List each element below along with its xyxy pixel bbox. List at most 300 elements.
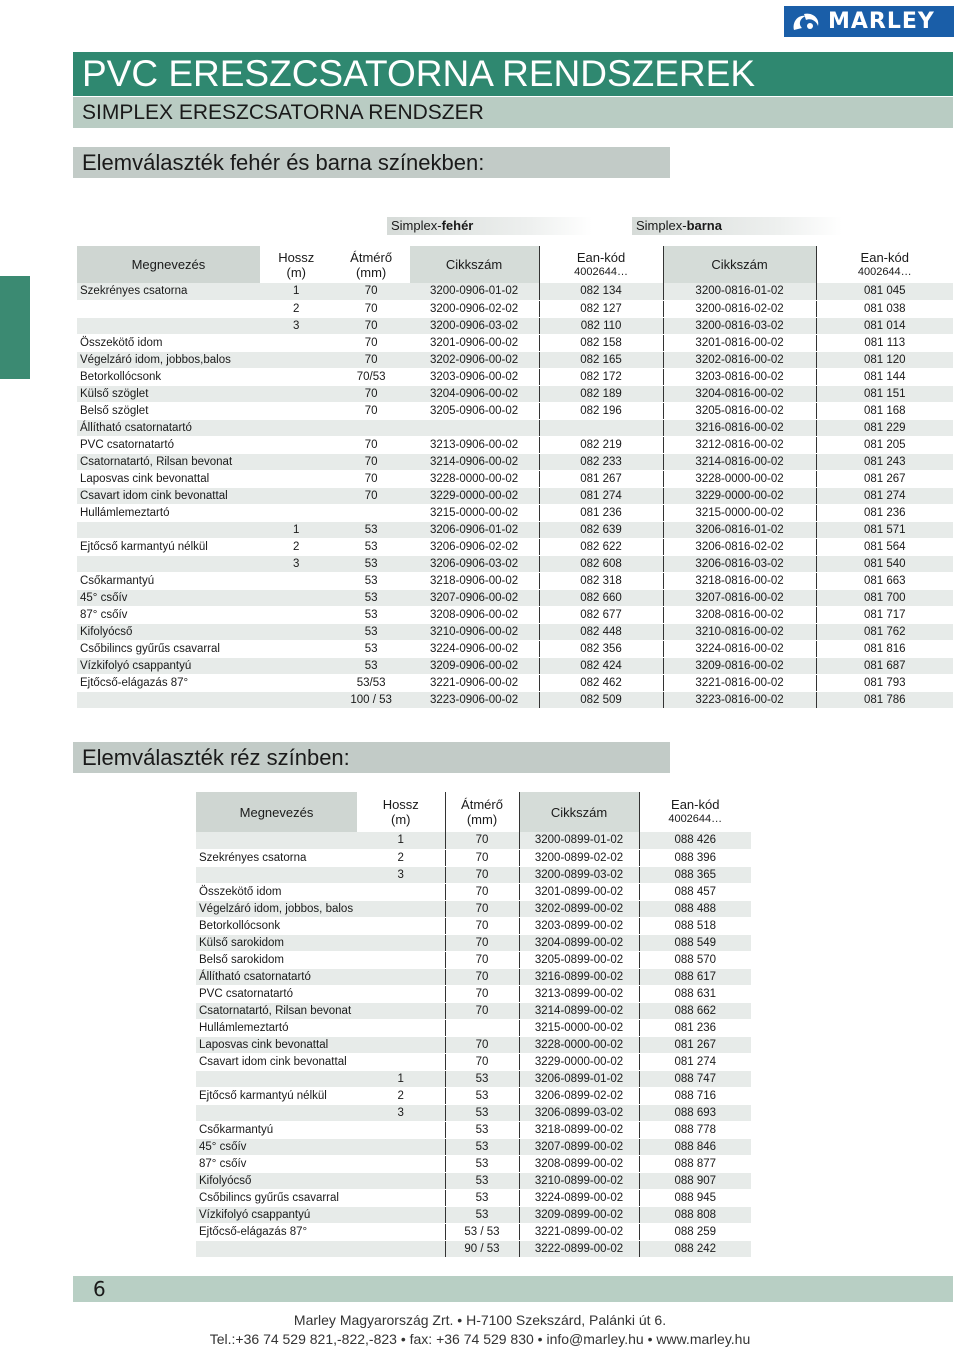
ean-copper: 088 846 xyxy=(639,1138,751,1155)
code-brown: 3212-0816-00-02 xyxy=(663,436,816,453)
table-row xyxy=(77,538,953,555)
length-value: 3 xyxy=(357,1104,445,1121)
code-copper: 3224-0899-00-02 xyxy=(519,1189,639,1206)
length-value xyxy=(357,1240,445,1257)
length-value: 3 xyxy=(260,555,333,572)
code-white: 3204-0906-00-02 xyxy=(410,385,539,402)
diameter-value: 70 xyxy=(333,487,410,504)
table-row xyxy=(196,1172,751,1189)
code-brown: 3218-0816-00-02 xyxy=(663,572,816,589)
diameter-value: 70 xyxy=(445,951,519,968)
length-value xyxy=(357,1206,445,1223)
product-name: Állítható csatornatartó xyxy=(196,968,357,985)
section-heading-copper: Elemválaszték réz színben: xyxy=(73,742,670,773)
code-copper: 3204-0899-00-02 xyxy=(519,934,639,951)
code-white: 3200-0906-03-02 xyxy=(410,317,539,334)
diameter-value: 53/53 xyxy=(333,674,410,691)
ean-white: 081 267 xyxy=(539,470,663,487)
diameter-value: 53 xyxy=(333,572,410,589)
ean-copper: 088 617 xyxy=(639,968,751,985)
table-row xyxy=(77,640,953,657)
length-value: 2 xyxy=(260,538,333,555)
code-brown: 3205-0816-00-02 xyxy=(663,402,816,419)
code-white: 3206-0906-03-02 xyxy=(410,555,539,572)
product-name: Vízkifolyó csappantyú xyxy=(196,1206,357,1223)
product-name: Állítható csatornatartó xyxy=(77,419,260,436)
code-brown: 3204-0816-00-02 xyxy=(663,385,816,402)
table-row xyxy=(77,453,953,470)
table-row xyxy=(196,968,751,985)
code-copper: 3228-0000-00-02 xyxy=(519,1036,639,1053)
product-name: Csatornatartó, Rilsan bevonat xyxy=(196,1002,357,1019)
ean-brown: 081 540 xyxy=(816,555,953,572)
product-name: Csavart idom cink bevonattal xyxy=(196,1053,357,1070)
length-value xyxy=(260,402,333,419)
ean-brown: 081 274 xyxy=(816,487,953,504)
length-value xyxy=(357,1155,445,1172)
code-brown: 3229-0000-00-02 xyxy=(663,487,816,504)
diameter-value: 53 xyxy=(333,657,410,674)
ean-copper: 088 662 xyxy=(639,1002,751,1019)
code-brown: 3206-0816-01-02 xyxy=(663,521,816,538)
product-name: Összekötő idom xyxy=(77,334,260,351)
product-name: Csatornatartó, Rilsan bevonat xyxy=(77,453,260,470)
code-white: 3207-0906-00-02 xyxy=(410,589,539,606)
table-row xyxy=(196,849,751,866)
diameter-value: 53 / 53 xyxy=(445,1223,519,1240)
code-copper: 3201-0899-00-02 xyxy=(519,883,639,900)
col-header-code-brown: Cikkszám xyxy=(663,246,816,283)
length-value xyxy=(260,453,333,470)
product-name: Belső sarokidom xyxy=(196,951,357,968)
code-white: 3213-0906-00-02 xyxy=(410,436,539,453)
marley-swirl-icon xyxy=(790,10,824,34)
product-name: Betorkollócsonk xyxy=(77,368,260,385)
ean-white: 082 509 xyxy=(539,691,663,708)
table-row xyxy=(196,1189,751,1206)
code-brown: 3215-0000-00-02 xyxy=(663,504,816,521)
product-name: Végelzáró idom, jobbos, balos xyxy=(196,900,357,917)
ean-white: 082 660 xyxy=(539,589,663,606)
ean-copper: 088 716 xyxy=(639,1087,751,1104)
code-white: 3203-0906-00-02 xyxy=(410,368,539,385)
code-copper: 3200-0899-01-02 xyxy=(519,832,639,849)
ean-copper: 088 631 xyxy=(639,985,751,1002)
diameter-value: 70 xyxy=(445,1036,519,1053)
table-row xyxy=(196,1070,751,1087)
ean-copper: 088 693 xyxy=(639,1104,751,1121)
code-brown: 3228-0000-00-02 xyxy=(663,470,816,487)
table-row xyxy=(196,866,751,883)
code-white: 3208-0906-00-02 xyxy=(410,606,539,623)
product-name xyxy=(196,832,357,849)
length-value xyxy=(357,985,445,1002)
code-brown: 3210-0816-00-02 xyxy=(663,623,816,640)
length-value xyxy=(260,504,333,521)
table-row xyxy=(196,951,751,968)
length-value xyxy=(260,385,333,402)
code-copper: 3202-0899-00-02 xyxy=(519,900,639,917)
ean-brown: 081 700 xyxy=(816,589,953,606)
table-row xyxy=(196,1087,751,1104)
diameter-value: 53 xyxy=(333,538,410,555)
product-name: Hullámlemeztartó xyxy=(77,504,260,521)
length-value xyxy=(260,470,333,487)
page-subtitle: SIMPLEX ERESZCSATORNA RENDSZER xyxy=(73,97,953,128)
diameter-value: 70 xyxy=(445,883,519,900)
col-header-length: Hossz (m) xyxy=(260,246,333,283)
product-name: PVC csatornatartó xyxy=(196,985,357,1002)
diameter-value xyxy=(333,419,410,436)
code-copper: 3207-0899-00-02 xyxy=(519,1138,639,1155)
code-white: 3214-0906-00-02 xyxy=(410,453,539,470)
col-header-name: Megnevezés xyxy=(196,792,357,832)
code-white: 3200-0906-01-02 xyxy=(410,283,539,300)
diameter-value: 70 xyxy=(445,934,519,951)
ean-brown: 081 144 xyxy=(816,368,953,385)
length-value: 2 xyxy=(260,300,333,317)
length-value xyxy=(357,968,445,985)
length-value xyxy=(357,1053,445,1070)
ean-white: 082 462 xyxy=(539,674,663,691)
table-row xyxy=(77,436,953,453)
table-row xyxy=(196,883,751,900)
diameter-value: 100 / 53 xyxy=(333,691,410,708)
ean-brown: 081 205 xyxy=(816,436,953,453)
diameter-value xyxy=(445,1019,519,1036)
product-name: PVC csatornatartó xyxy=(77,436,260,453)
product-name: Külső sarokidom xyxy=(196,934,357,951)
ean-white: 082 608 xyxy=(539,555,663,572)
ean-brown: 081 786 xyxy=(816,691,953,708)
product-name: Ejtőcső-elágazás 87° xyxy=(196,1223,357,1240)
product-name xyxy=(77,691,260,708)
ean-white: 081 236 xyxy=(539,504,663,521)
diameter-value: 53 xyxy=(445,1121,519,1138)
table-row xyxy=(77,606,953,623)
code-copper: 3216-0899-00-02 xyxy=(519,968,639,985)
length-value xyxy=(357,883,445,900)
product-name: Végelzáró idom, jobbos,balos xyxy=(77,351,260,368)
code-brown: 3208-0816-00-02 xyxy=(663,606,816,623)
code-brown: 3224-0816-00-02 xyxy=(663,640,816,657)
length-value xyxy=(357,1223,445,1240)
code-white: 3205-0906-00-02 xyxy=(410,402,539,419)
ean-white: 082 196 xyxy=(539,402,663,419)
diameter-value: 70/53 xyxy=(333,368,410,385)
product-name: Vízkifolyó csappantyú xyxy=(77,657,260,674)
diameter-value: 90 / 53 xyxy=(445,1240,519,1257)
ean-copper: 088 945 xyxy=(639,1189,751,1206)
code-brown: 3203-0816-00-02 xyxy=(663,368,816,385)
code-white: 3209-0906-00-02 xyxy=(410,657,539,674)
product-name: Kifolyócső xyxy=(196,1172,357,1189)
code-brown: 3200-0816-02-02 xyxy=(663,300,816,317)
product-name: Ejtőcső karmantyú nélkül xyxy=(77,538,260,555)
table-row xyxy=(77,368,953,385)
code-white: 3201-0906-00-02 xyxy=(410,334,539,351)
col-header-name: Megnevezés xyxy=(77,246,260,283)
ean-white: 082 219 xyxy=(539,436,663,453)
col-header-code: Cikkszám xyxy=(519,792,639,832)
page-number-band xyxy=(73,1276,953,1302)
ean-brown: 081 762 xyxy=(816,623,953,640)
table-row xyxy=(77,351,953,368)
col-header-ean-white: Ean-kód 4002644… xyxy=(539,246,663,283)
diameter-value: 70 xyxy=(445,900,519,917)
length-value: 1 xyxy=(260,521,333,538)
table-row xyxy=(196,934,751,951)
ean-copper: 088 365 xyxy=(639,866,751,883)
product-name: 87° csőív xyxy=(77,606,260,623)
diameter-value: 53 xyxy=(445,1172,519,1189)
diameter-value: 70 xyxy=(333,351,410,368)
ean-copper: 081 267 xyxy=(639,1036,751,1053)
ean-white: 082 622 xyxy=(539,538,663,555)
col-header-diameter: Átmérő (mm) xyxy=(333,246,410,283)
table-row xyxy=(77,623,953,640)
length-value xyxy=(260,334,333,351)
diameter-value: 53 xyxy=(445,1155,519,1172)
ean-brown: 081 113 xyxy=(816,334,953,351)
ean-white: 082 172 xyxy=(539,368,663,385)
code-white: 3223-0906-00-02 xyxy=(410,691,539,708)
table-row xyxy=(196,1104,751,1121)
product-name: Ejtőcső karmantyú nélkül xyxy=(196,1087,357,1104)
table-row xyxy=(196,1053,751,1070)
diameter-value: 70 xyxy=(445,917,519,934)
ean-copper: 088 259 xyxy=(639,1223,751,1240)
code-copper: 3214-0899-00-02 xyxy=(519,1002,639,1019)
diameter-value: 53 xyxy=(445,1189,519,1206)
ean-copper: 088 808 xyxy=(639,1206,751,1223)
length-value: 2 xyxy=(357,849,445,866)
product-name: Csőbilincs gyűrűs csavarral xyxy=(77,640,260,657)
product-name xyxy=(196,1104,357,1121)
code-brown: 3207-0816-00-02 xyxy=(663,589,816,606)
page-title: PVC ERESZCSATORNA RENDSZEREK xyxy=(73,52,953,96)
ean-white: 082 233 xyxy=(539,453,663,470)
page-number: 6 xyxy=(93,1277,106,1301)
table-row xyxy=(196,1002,751,1019)
length-value xyxy=(357,934,445,951)
product-name: Betorkollócsonk xyxy=(196,917,357,934)
product-name xyxy=(77,521,260,538)
code-copper: 3206-0899-03-02 xyxy=(519,1104,639,1121)
footer-contact: Tel.:+36 74 529 821,-822,-823 • fax: +36 74 529 830 • info@marley.hu • www.marley.hu xyxy=(209,1331,751,1347)
code-white: 3218-0906-00-02 xyxy=(410,572,539,589)
product-name: Összekötő idom xyxy=(196,883,357,900)
code-white xyxy=(410,419,539,436)
footer-address: Marley Magyarország Zrt. • H-7100 Szekszárd, Palánki út 6. xyxy=(293,1312,667,1328)
code-white: 3200-0906-02-02 xyxy=(410,300,539,317)
diameter-value: 70 xyxy=(333,300,410,317)
code-white: 3202-0906-00-02 xyxy=(410,351,539,368)
length-value xyxy=(260,640,333,657)
table-row xyxy=(77,470,953,487)
length-value: 3 xyxy=(260,317,333,334)
table-row xyxy=(196,985,751,1002)
table-row xyxy=(77,402,953,419)
ean-copper: 088 570 xyxy=(639,951,751,968)
ean-copper: 088 907 xyxy=(639,1172,751,1189)
ean-copper: 088 549 xyxy=(639,934,751,951)
code-white: 3224-0906-00-02 xyxy=(410,640,539,657)
ean-white: 082 110 xyxy=(539,317,663,334)
table-row xyxy=(77,504,953,521)
length-value xyxy=(260,572,333,589)
diameter-value: 70 xyxy=(445,985,519,1002)
product-name xyxy=(77,300,260,317)
code-white: 3229-0000-00-02 xyxy=(410,487,539,504)
length-value: 1 xyxy=(357,1070,445,1087)
length-value xyxy=(357,917,445,934)
ean-white: 082 134 xyxy=(539,283,663,300)
length-value xyxy=(260,623,333,640)
col-header-length: Hossz (m) xyxy=(357,792,445,832)
code-brown: 3216-0816-00-02 xyxy=(663,419,816,436)
table-row xyxy=(196,1206,751,1223)
diameter-value xyxy=(333,504,410,521)
ean-copper: 088 778 xyxy=(639,1121,751,1138)
table-row xyxy=(77,283,953,300)
product-table-copper xyxy=(196,792,751,1258)
product-name: 45° csőív xyxy=(196,1138,357,1155)
table-row xyxy=(196,917,751,934)
code-white: 3206-0906-01-02 xyxy=(410,521,539,538)
product-table-white-brown xyxy=(77,246,953,709)
section-heading-white-brown: Elemválaszték fehér és barna színekben: xyxy=(73,147,670,178)
table-row xyxy=(77,385,953,402)
group-label-white: Simplex-fehér xyxy=(387,217,592,235)
diameter-value: 53 xyxy=(333,640,410,657)
ean-brown: 081 229 xyxy=(816,419,953,436)
length-value xyxy=(357,1189,445,1206)
table-row xyxy=(77,317,953,334)
ean-copper: 081 274 xyxy=(639,1053,751,1070)
ean-white: 082 639 xyxy=(539,521,663,538)
table-row xyxy=(77,334,953,351)
table-row xyxy=(77,572,953,589)
ean-brown: 081 717 xyxy=(816,606,953,623)
diameter-value: 70 xyxy=(445,968,519,985)
product-name: Kifolyócső xyxy=(77,623,260,640)
diameter-value: 53 xyxy=(333,521,410,538)
ean-white: 082 165 xyxy=(539,351,663,368)
code-white: 3221-0906-00-02 xyxy=(410,674,539,691)
ean-brown: 081 038 xyxy=(816,300,953,317)
ean-brown: 081 571 xyxy=(816,521,953,538)
code-brown: 3201-0816-00-02 xyxy=(663,334,816,351)
length-value xyxy=(260,351,333,368)
product-name: 45° csőív xyxy=(77,589,260,606)
code-copper: 3206-0899-02-02 xyxy=(519,1087,639,1104)
code-brown: 3214-0816-00-02 xyxy=(663,453,816,470)
table-header-row xyxy=(77,246,953,283)
product-name: Szekrényes csatorna xyxy=(77,283,260,300)
table-row xyxy=(77,521,953,538)
length-value: 2 xyxy=(357,1087,445,1104)
group-label-brown: Simplex-barna xyxy=(632,217,842,235)
table-row xyxy=(77,691,953,708)
length-value xyxy=(357,951,445,968)
diameter-value: 53 xyxy=(445,1206,519,1223)
length-value xyxy=(357,1036,445,1053)
length-value xyxy=(260,368,333,385)
length-value xyxy=(260,436,333,453)
table-row xyxy=(77,487,953,504)
ean-white: 082 318 xyxy=(539,572,663,589)
col-header-ean-brown: Ean-kód 4002644… xyxy=(816,246,953,283)
ean-brown: 081 564 xyxy=(816,538,953,555)
diameter-value: 70 xyxy=(333,470,410,487)
table-row xyxy=(77,300,953,317)
ean-brown: 081 151 xyxy=(816,385,953,402)
product-name: Laposvas cink bevonattal xyxy=(196,1036,357,1053)
code-copper: 3200-0899-03-02 xyxy=(519,866,639,883)
diameter-value: 53 xyxy=(445,1104,519,1121)
table-row xyxy=(196,1240,751,1257)
brand-name: MARLEY xyxy=(828,9,935,34)
length-value xyxy=(260,419,333,436)
code-copper: 3215-0000-00-02 xyxy=(519,1019,639,1036)
table-row xyxy=(196,1121,751,1138)
ean-copper: 088 877 xyxy=(639,1155,751,1172)
diameter-value: 70 xyxy=(333,385,410,402)
code-brown: 3202-0816-00-02 xyxy=(663,351,816,368)
ean-copper: 088 518 xyxy=(639,917,751,934)
ean-copper: 088 747 xyxy=(639,1070,751,1087)
product-name: Laposvas cink bevonattal xyxy=(77,470,260,487)
ean-brown: 081 267 xyxy=(816,470,953,487)
code-brown: 3209-0816-00-02 xyxy=(663,657,816,674)
ean-copper: 088 457 xyxy=(639,883,751,900)
length-value xyxy=(357,900,445,917)
diameter-value: 53 xyxy=(445,1070,519,1087)
ean-brown: 081 687 xyxy=(816,657,953,674)
product-name: 87° csőív xyxy=(196,1155,357,1172)
length-value xyxy=(357,1138,445,1155)
diameter-value: 70 xyxy=(445,1053,519,1070)
product-name: Csavart idom cink bevonattal xyxy=(77,487,260,504)
diameter-value: 53 xyxy=(333,555,410,572)
code-copper: 3209-0899-00-02 xyxy=(519,1206,639,1223)
product-name: Belső szöglet xyxy=(77,402,260,419)
table-row xyxy=(196,1223,751,1240)
ean-copper: 088 426 xyxy=(639,832,751,849)
ean-brown: 081 243 xyxy=(816,453,953,470)
length-value xyxy=(260,606,333,623)
code-copper: 3222-0899-00-02 xyxy=(519,1240,639,1257)
ean-brown: 081 014 xyxy=(816,317,953,334)
ean-brown: 081 120 xyxy=(816,351,953,368)
length-value: 3 xyxy=(357,866,445,883)
length-value xyxy=(260,487,333,504)
diameter-value: 53 xyxy=(445,1087,519,1104)
length-value: 1 xyxy=(260,283,333,300)
code-copper: 3203-0899-00-02 xyxy=(519,917,639,934)
code-brown: 3206-0816-03-02 xyxy=(663,555,816,572)
code-brown: 3206-0816-02-02 xyxy=(663,538,816,555)
table-row xyxy=(77,419,953,436)
diameter-value: 70 xyxy=(333,436,410,453)
table-row xyxy=(196,832,751,849)
table-row xyxy=(196,1138,751,1155)
code-brown: 3223-0816-00-02 xyxy=(663,691,816,708)
product-name xyxy=(77,555,260,572)
diameter-value: 70 xyxy=(445,866,519,883)
ean-brown: 081 663 xyxy=(816,572,953,589)
